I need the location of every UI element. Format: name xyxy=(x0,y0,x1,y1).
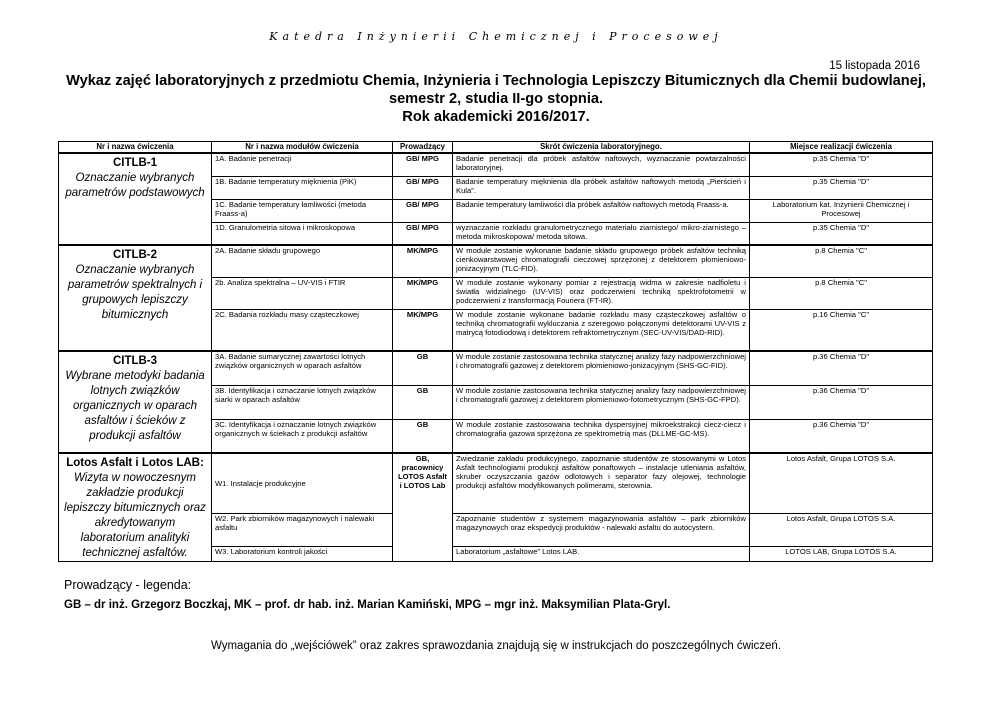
legend-text: GB – dr inż. Grzegorz Boczkaj, MK – prof. dr hab. inż. Marian Kamiński, MPG – mgr inż. Maksymilian Plata-Gryl. xyxy=(64,599,671,611)
place-cell: Lotos Asfalt, Grupa LOTOS S.A. xyxy=(750,453,933,514)
module-cell: 2C. Badania rozkładu masy cząsteczkowej xyxy=(212,309,393,351)
module-cell: 3B. Identyfikacja i oznaczanie lotnych związków siarki w oparach asfaltów xyxy=(212,385,393,419)
place-cell: p.16 Chemia "C" xyxy=(750,309,933,351)
exercise-cell xyxy=(59,245,212,351)
exercise-description: Oznaczanie wybranych parametrów spektralnych i grupowych lepiszczy bitumicznych xyxy=(67,264,203,321)
col-header-lead: Prowadzący xyxy=(393,142,453,154)
exercise-description: Wizyta w nowoczesnym zakładzie produkcji lepiszczy bitumicznych oraz akredytowanym laboratorium analityki technicznej asfaltów. xyxy=(64,472,206,559)
place-cell: p.36 Chemia "D" xyxy=(750,385,933,419)
module-cell: 2b. Analiza spektralna – UV-VIS i FTIR xyxy=(212,277,393,309)
summary-cell: W module zostanie wykonane badanie rozkładu masy cząsteczkowej asfaltów o techniką chromatografii wykluczania z szeregowo połączonymi detektorami UV-VIS z matrycą fotodiodową i detektorem refraktometrycznym (SEC-UV-VIS/DAD-RID). xyxy=(453,309,750,351)
table-row xyxy=(59,453,933,514)
place-cell: p.35 Chemia "D" xyxy=(750,222,933,245)
lab-schedule-table xyxy=(58,141,933,562)
place-cell: p.35 Chemia "D" xyxy=(750,153,933,176)
module-cell: 3A. Badanie sumarycznej zawartości lotnych związków organicznych w oparach asfaltów xyxy=(212,351,393,385)
lead-cell: GB xyxy=(393,419,453,453)
exercise-description: Oznaczanie wybranych parametrów podstawowych xyxy=(65,172,205,199)
lead-cell: GB/ MPG xyxy=(393,176,453,199)
col-header-place: Miejsce realizacji ćwiczenia xyxy=(750,142,933,154)
module-cell: 1B. Badanie temperatury mięknienia (PiK) xyxy=(212,176,393,199)
lead-cell: GB xyxy=(393,385,453,419)
place-cell: p.8 Chemia "C" xyxy=(750,277,933,309)
module-cell: 2A. Badanie składu grupowego xyxy=(212,245,393,277)
document-title xyxy=(40,72,952,126)
place-cell: p.36 Chemia "D" xyxy=(750,351,933,385)
place-cell: Lotos Asfalt, Grupa LOTOS S.A. xyxy=(750,514,933,547)
exercise-cell xyxy=(59,453,212,562)
lead-cell: GB xyxy=(393,351,453,385)
place-cell: p.36 Chemia "D" xyxy=(750,419,933,453)
footer-note: Wymagania do „wejściówek” oraz zakres sprawozdania znajdują się w instrukcjach do poszczególnych ćwiczeń. xyxy=(210,640,782,652)
summary-cell: W module zostanie zastosowana technika statycznej analizy fazy nadpowierzchniowej i chromatografii gazowej z detektorem płomieniowo-fotometrycznym (SHS-GC-FPD). xyxy=(453,385,750,419)
module-cell: W2. Park zbiorników magazynowych i nalewaki asfaltu xyxy=(212,514,393,547)
summary-cell: W module zostanie wykonanie badanie składu grupowego próbek asfaltów techniką cienkowarstwowej chromatografii cieczowej sprzężonej z detektorem płomieniowo-jonizacyjnym (TLC-FID). xyxy=(453,245,750,277)
lead-cell: MK/MPG xyxy=(393,277,453,309)
module-cell: W1. Instalacje produkcyjne xyxy=(212,453,393,514)
lead-cell: GB/ MPG xyxy=(393,199,453,222)
title-line-2: semestr 2, studia II-go stopnia. xyxy=(388,91,604,107)
exercise-code: CITLB-2 xyxy=(112,249,158,261)
place-cell: Laboratorium kat. Inżynierii Chemicznej i Procesowej xyxy=(750,199,933,222)
col-header-summary: Skrót ćwiczenia laboratoryjnego. xyxy=(453,142,750,154)
lead-cell: GB/ MPG xyxy=(393,153,453,176)
summary-cell: Laboratorium „asfaltowe” Lotos LAB. xyxy=(453,547,750,562)
lead-cell: GB/ MPG xyxy=(393,222,453,245)
summary-cell: W module zostanie zastosowana technika dyspersyjnej mikroekstrakcji ciecz-ciecz i chromatografia gazowa sprzężona ze spektrometrią mas (DLLME-GC-MS). xyxy=(453,419,750,453)
col-header-exercise: Nr i nazwa ćwiczenia xyxy=(59,142,212,154)
exercise-cell xyxy=(59,351,212,453)
exercise-code: CITLB-1 xyxy=(112,157,158,169)
exercise-description: Wybrane metodyki badania lotnych związków organicznych w oparach asfaltów i ścieków z produkcji asfaltów xyxy=(65,370,205,442)
summary-cell: Badanie penetracji dla próbek asfaltów naftowych, wyznaczanie powtarzalności laboratoryjnej. xyxy=(453,153,750,176)
module-cell: 3C. Identyfikacja i oznaczanie lotnych związków organicznych w ściekach z produkcji asfaltów xyxy=(212,419,393,453)
summary-cell: Badanie temperatury łamliwości dla próbek asfaltów naftowych metodą Fraass-a. xyxy=(453,199,750,222)
title-line-1: Wykaz zajęć laboratoryjnych z przedmiotu Chemia, Inżynieria i Technologia Lepiszczy Bitumicznych dla Chemii budowlanej, xyxy=(66,73,926,89)
table-row xyxy=(59,245,933,277)
place-cell: p.35 Chemia "D" xyxy=(750,176,933,199)
summary-cell: wyznaczanie rozkładu granulometrycznego materiału ziarnistego/ mikro-ziarnistego – metoda mikroskopowa/ metoda sitowa. xyxy=(453,222,750,245)
table-header-row xyxy=(59,142,933,154)
department-header: Katedra Inżynierii Chemicznej i Procesowej xyxy=(269,30,723,43)
title-line-3: Rok akademicki 2016/2017. xyxy=(402,109,590,125)
summary-cell: Zwiedzanie zakładu produkcyjnego, zapoznanie studentów ze stosowanymi w Lotos Asfalt technologiami produkcji asfaltów ponaftowych – instalacje utleniania asfaltów, skruber oczyszczania gazów odlotowych i separator fazy olejowej, technologie produkcji asfaltów modyfikowanych polimerami, sterownia. xyxy=(453,453,750,514)
module-cell: W3. Laboratorium kontroli jakości xyxy=(212,547,393,562)
table-row xyxy=(59,153,933,176)
summary-cell: W module zostanie wykonany pomiar z rejestracją widma w zakresie nadfioletu i światła widzialnego (UV-VIS) oraz podczerwieni techniką spektrofotometrii w podczerwieni z transformacją Fouriera (FT-IR). xyxy=(453,277,750,309)
place-cell: LOTOS LAB, Grupa LOTOS S.A. xyxy=(750,547,933,562)
col-header-module: Nr i nazwa modułów ćwiczenia xyxy=(212,142,393,154)
document-date: 15 listopada 2016 xyxy=(829,60,920,72)
exercise-code: CITLB-3 xyxy=(112,355,158,367)
summary-cell: W module zostanie zastosowana technika statycznej analizy fazy nadpowierzchniowej i chromatografii gazowej z detektorem płomieniowo-jonizacyjnym (SHS-GC-FID). xyxy=(453,351,750,385)
lead-cell: MK/MPG xyxy=(393,309,453,351)
place-cell: p.8 Chemia "C" xyxy=(750,245,933,277)
summary-cell: Badanie temperatury mięknienia dla próbek asfaltów naftowych metodą „Pierścień i Kula”. xyxy=(453,176,750,199)
module-cell: 1D. Granulometria sitowa i mikroskopowa xyxy=(212,222,393,245)
lead-cell: MK/MPG xyxy=(393,245,453,277)
table-row xyxy=(59,351,933,385)
module-cell: 1C. Badanie temperatury łamliwości (metoda Fraass-a) xyxy=(212,199,393,222)
legend-heading: Prowadzący - legenda: xyxy=(64,578,192,592)
module-cell: 1A. Badanie penetracji xyxy=(212,153,393,176)
lead-cell: GB, pracownicy LOTOS Asfalt i LOTOS Lab xyxy=(393,453,453,562)
exercise-cell xyxy=(59,153,212,245)
exercise-code: Lotos Asfalt i Lotos LAB: xyxy=(66,457,204,469)
summary-cell: Zapoznanie studentów z systemem magazynowania asfaltów – park zbiorników magazynowych oraz ekspedycji produktów - nalewaki asfaltu do autocystern. xyxy=(453,514,750,547)
